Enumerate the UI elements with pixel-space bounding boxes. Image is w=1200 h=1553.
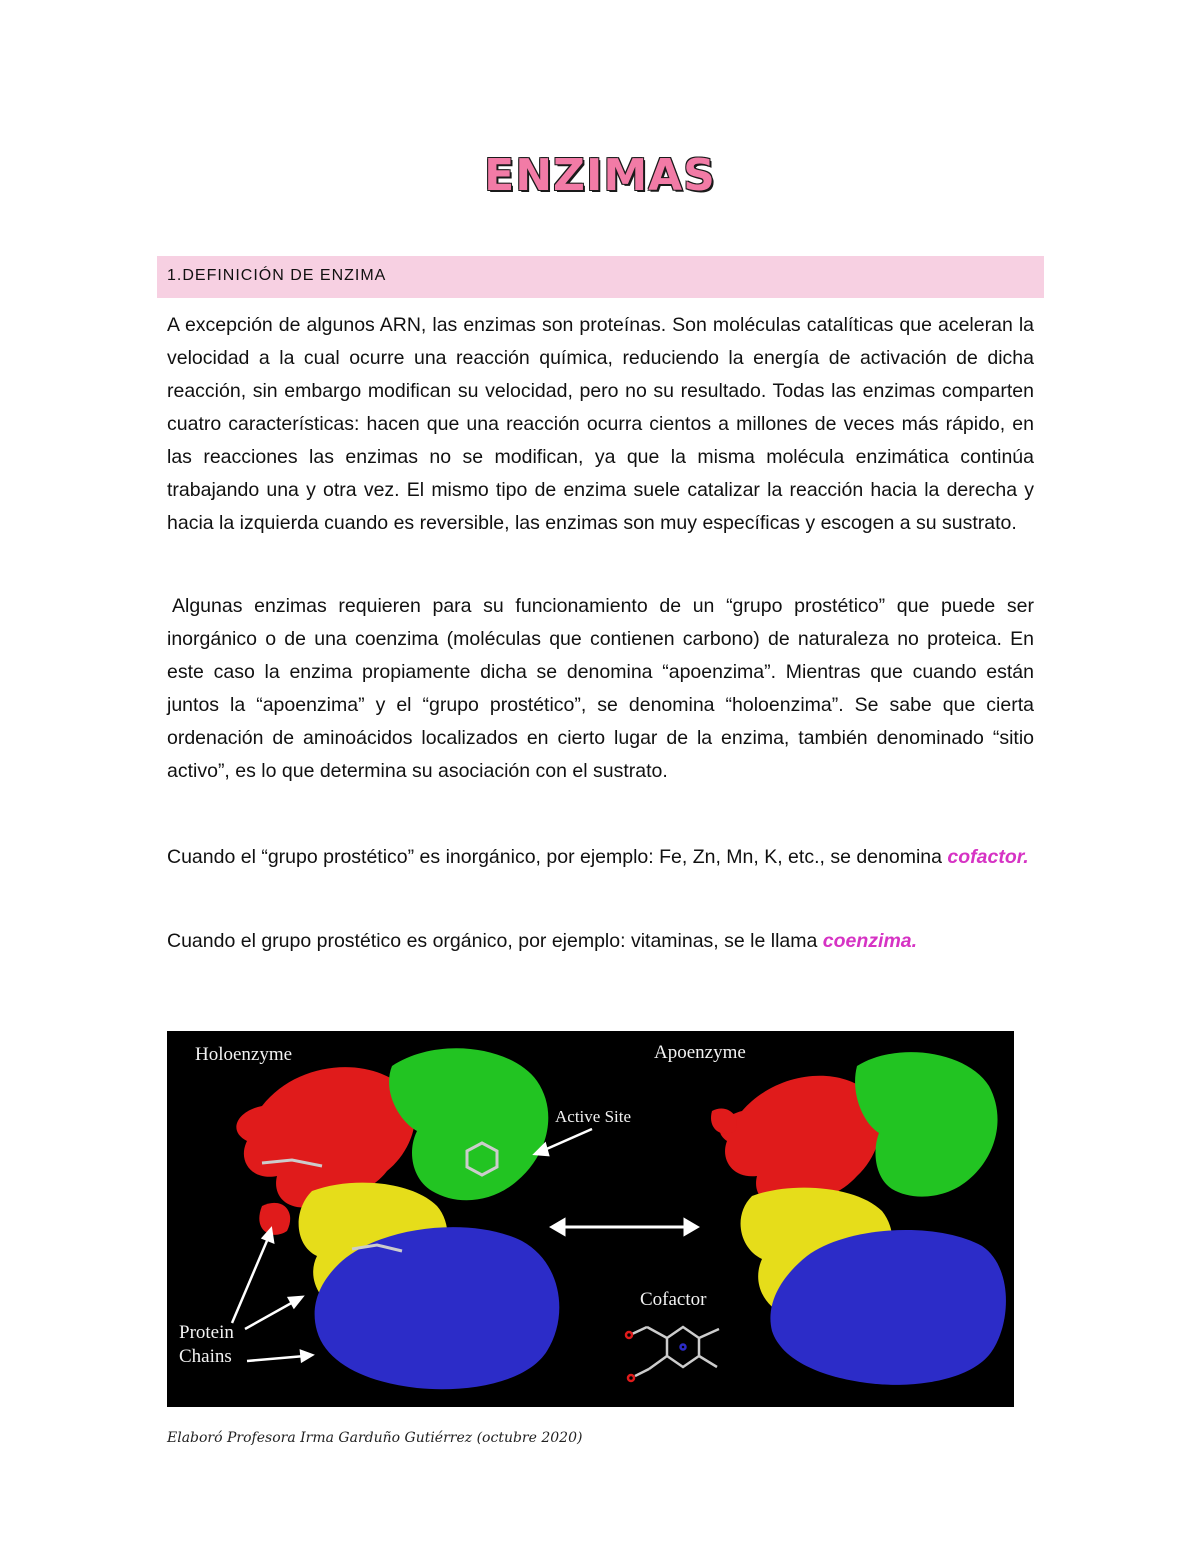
- apo-chain-green: [855, 1052, 997, 1196]
- term-cofactor-period: .: [1023, 846, 1029, 868]
- author-credit: Elaboró Profesora Irma Garduño Gutiérrez (octubre 2020): [167, 1430, 583, 1446]
- enzyme-figure: [167, 1031, 1014, 1407]
- label-holoenzyme: Holoenzyme: [195, 1044, 293, 1065]
- label-cofactor: Cofactor: [640, 1289, 707, 1310]
- apo-chain-red-tail: [711, 1109, 737, 1134]
- paragraph-prosthetic-group: Algunas enzimas requieren para su funcionamiento de un “grupo prostético” que puede ser inorgánico o de una coenzima (moléculas que contienen carbono) de naturaleza no proteica. En este caso la enzima propiamente dicha se denomina “apoenzima”. Mientras que cuando están juntos la “apoenzima” y el “grupo prostético”, se denomina “holoenzima”. Se sabe que cierta ordenación de aminoácidos localizados en cierto lugar de la enzima, también denominado “sitio activo”, es lo que determina su asociación con el sustrato.: [167, 595, 1034, 782]
- holo-chain-red-tail: [259, 1203, 290, 1235]
- paragraph-cofactor: [167, 841, 1034, 874]
- holoenzyme-structure: [236, 1048, 559, 1389]
- paragraph-definition: A excepción de algunos ARN, las enzimas son proteínas. Son moléculas catalíticas que aceleran la velocidad a la cual ocurre una reacción química, reduciendo la energía de activación de dicha reacción, sin embargo modifican su velocidad, pero no su resultado. Todas las enzimas comparten cuatro características: hacen que una reacción ocurra cientos a millones de veces más rápido, en las reacciones las enzimas no se modifican, ya que la misma molécula enzimática continúa trabajando una y otra vez. El mismo tipo de enzima suele catalizar la reacción hacia la derecha y hacia la izquierda cuando es reversible, las enzimas son muy específicas y escogen a su sustrato.: [167, 314, 1034, 534]
- term-coenzyme: coenzima: [822, 930, 912, 952]
- section-heading-bar: [157, 256, 1044, 298]
- label-active-site: Active Site: [555, 1107, 632, 1126]
- term-cofactor: cofactor: [947, 846, 1024, 868]
- paragraph-cofactor-text: Cuando el “grupo prostético” es inorgánico, por ejemplo: Fe, Zn, Mn, K, etc., se denomina: [167, 846, 948, 868]
- paragraph-coenzyme-text: Cuando el grupo prostético es orgánico, por ejemplo: vitaminas, se le llama: [167, 930, 823, 952]
- term-coenzyme-period: .: [911, 930, 918, 952]
- apoenzyme-structure: [711, 1052, 1006, 1385]
- enzyme-illustration: [167, 1031, 1014, 1407]
- double-arrow-icon: [552, 1220, 697, 1234]
- cofactor-molecule-icon: [626, 1327, 719, 1381]
- label-chains: Chains: [179, 1346, 232, 1367]
- holo-chain-green: [389, 1048, 548, 1200]
- label-apoenzyme: Apoenzyme: [654, 1042, 746, 1063]
- label-protein: Protein: [179, 1322, 234, 1343]
- paragraph-coenzyme: [167, 925, 1034, 958]
- page-title: ENZIMAS: [484, 150, 716, 201]
- section-heading: 1.DEFINICIÓN DE ENZIMA: [167, 267, 387, 284]
